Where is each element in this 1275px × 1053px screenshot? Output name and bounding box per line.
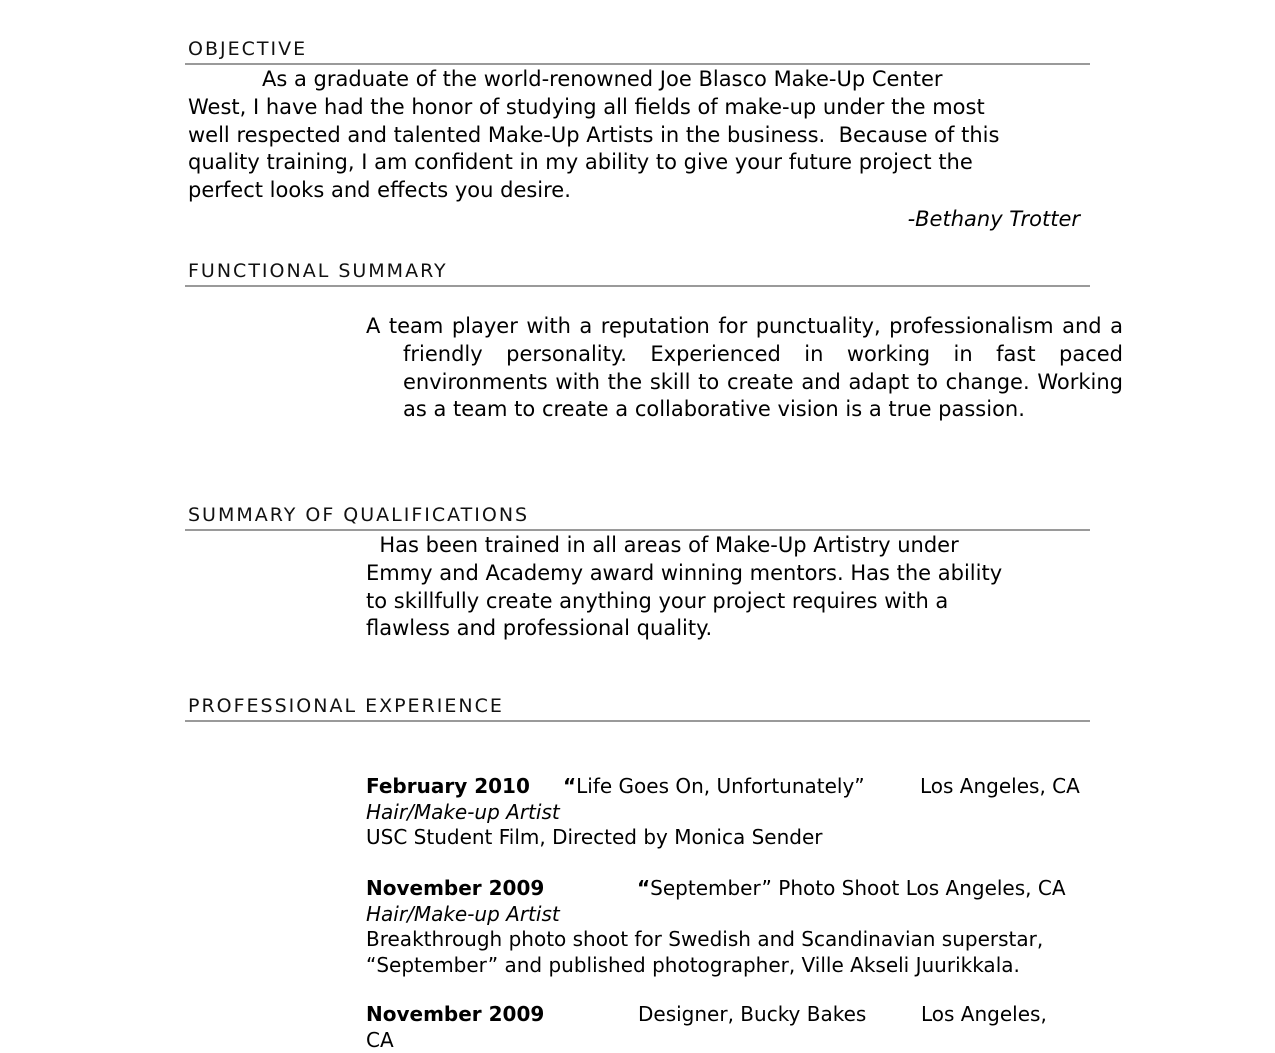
job-title: “September” Photo Shoot Los Angeles, CA: [637, 876, 1066, 902]
objective-rule: [185, 63, 1090, 65]
experience-rule: [185, 720, 1090, 722]
objective-heading: OBJECTIVE: [188, 38, 307, 60]
job-role: Hair/Make-up Artist: [366, 902, 1088, 928]
job-location: Los Angeles,: [921, 1002, 1047, 1028]
objective-line: West, I have had the honor of studying all fields of make-up under the most: [188, 94, 1088, 122]
job-entry: [366, 876, 1088, 978]
qualifications-text: [366, 532, 1066, 643]
qualifications-heading: SUMMARY OF QUALIFICATIONS: [188, 504, 529, 526]
job-location: Los Angeles, CA: [920, 774, 1080, 800]
job-date: November 2009: [366, 876, 544, 902]
qualifications-line: Emmy and Academy award winning mentors. Has the ability: [366, 560, 1066, 588]
job-description: “September” and published photographer, Ville Akseli Juurikkala.: [366, 953, 1088, 979]
job-description: USC Student Film, Directed by Monica Sender: [366, 825, 1088, 851]
objective-line: well respected and talented Make-Up Artists in the business. Because of this: [188, 122, 1088, 150]
job-entry: [366, 1002, 1088, 1053]
qualifications-line: to skillfully create anything your project requires with a: [366, 588, 1066, 616]
qualifications-line: Has been trained in all areas of Make-Up Artistry under: [366, 532, 1066, 560]
job-date: February 2010: [366, 774, 530, 800]
qualifications-line: flawless and professional quality.: [366, 615, 1066, 643]
objective-line: As a graduate of the world-renowned Joe Blasco Make-Up Center: [188, 66, 1088, 94]
functional-summary-rule: [185, 285, 1090, 287]
functional-summary-text: A team player with a reputation for punctuality, professionalism and a friendly personality. Experienced in working in fast paced environments with the skill to create and adapt to change. Working as a team to create a collaborative vision is a true passion.: [366, 313, 1123, 424]
job-role: Hair/Make-up Artist: [366, 800, 1088, 826]
experience-heading: PROFESSIONAL EXPERIENCE: [188, 695, 504, 717]
objective-line: quality training, I am confident in my ability to give your future project the: [188, 149, 1088, 177]
job-entry: [366, 774, 1088, 851]
job-location-continued: CA: [366, 1028, 1088, 1053]
job-date: November 2009: [366, 1002, 544, 1028]
job-description: Breakthrough photo shoot for Swedish and Scandinavian superstar,: [366, 927, 1088, 953]
job-header: [366, 876, 1088, 902]
functional-summary-heading: FUNCTIONAL SUMMARY: [188, 260, 448, 282]
qualifications-rule: [185, 529, 1090, 531]
job-title: Designer, Bucky Bakes: [638, 1002, 866, 1028]
job-header: [366, 774, 1088, 800]
objective-text: [188, 66, 1088, 205]
job-header: [366, 1002, 1088, 1028]
signature: -Bethany Trotter: [908, 206, 1080, 234]
objective-line: perfect looks and effects you desire.: [188, 177, 1088, 205]
job-title: “Life Goes On, Unfortunately”: [563, 774, 865, 800]
